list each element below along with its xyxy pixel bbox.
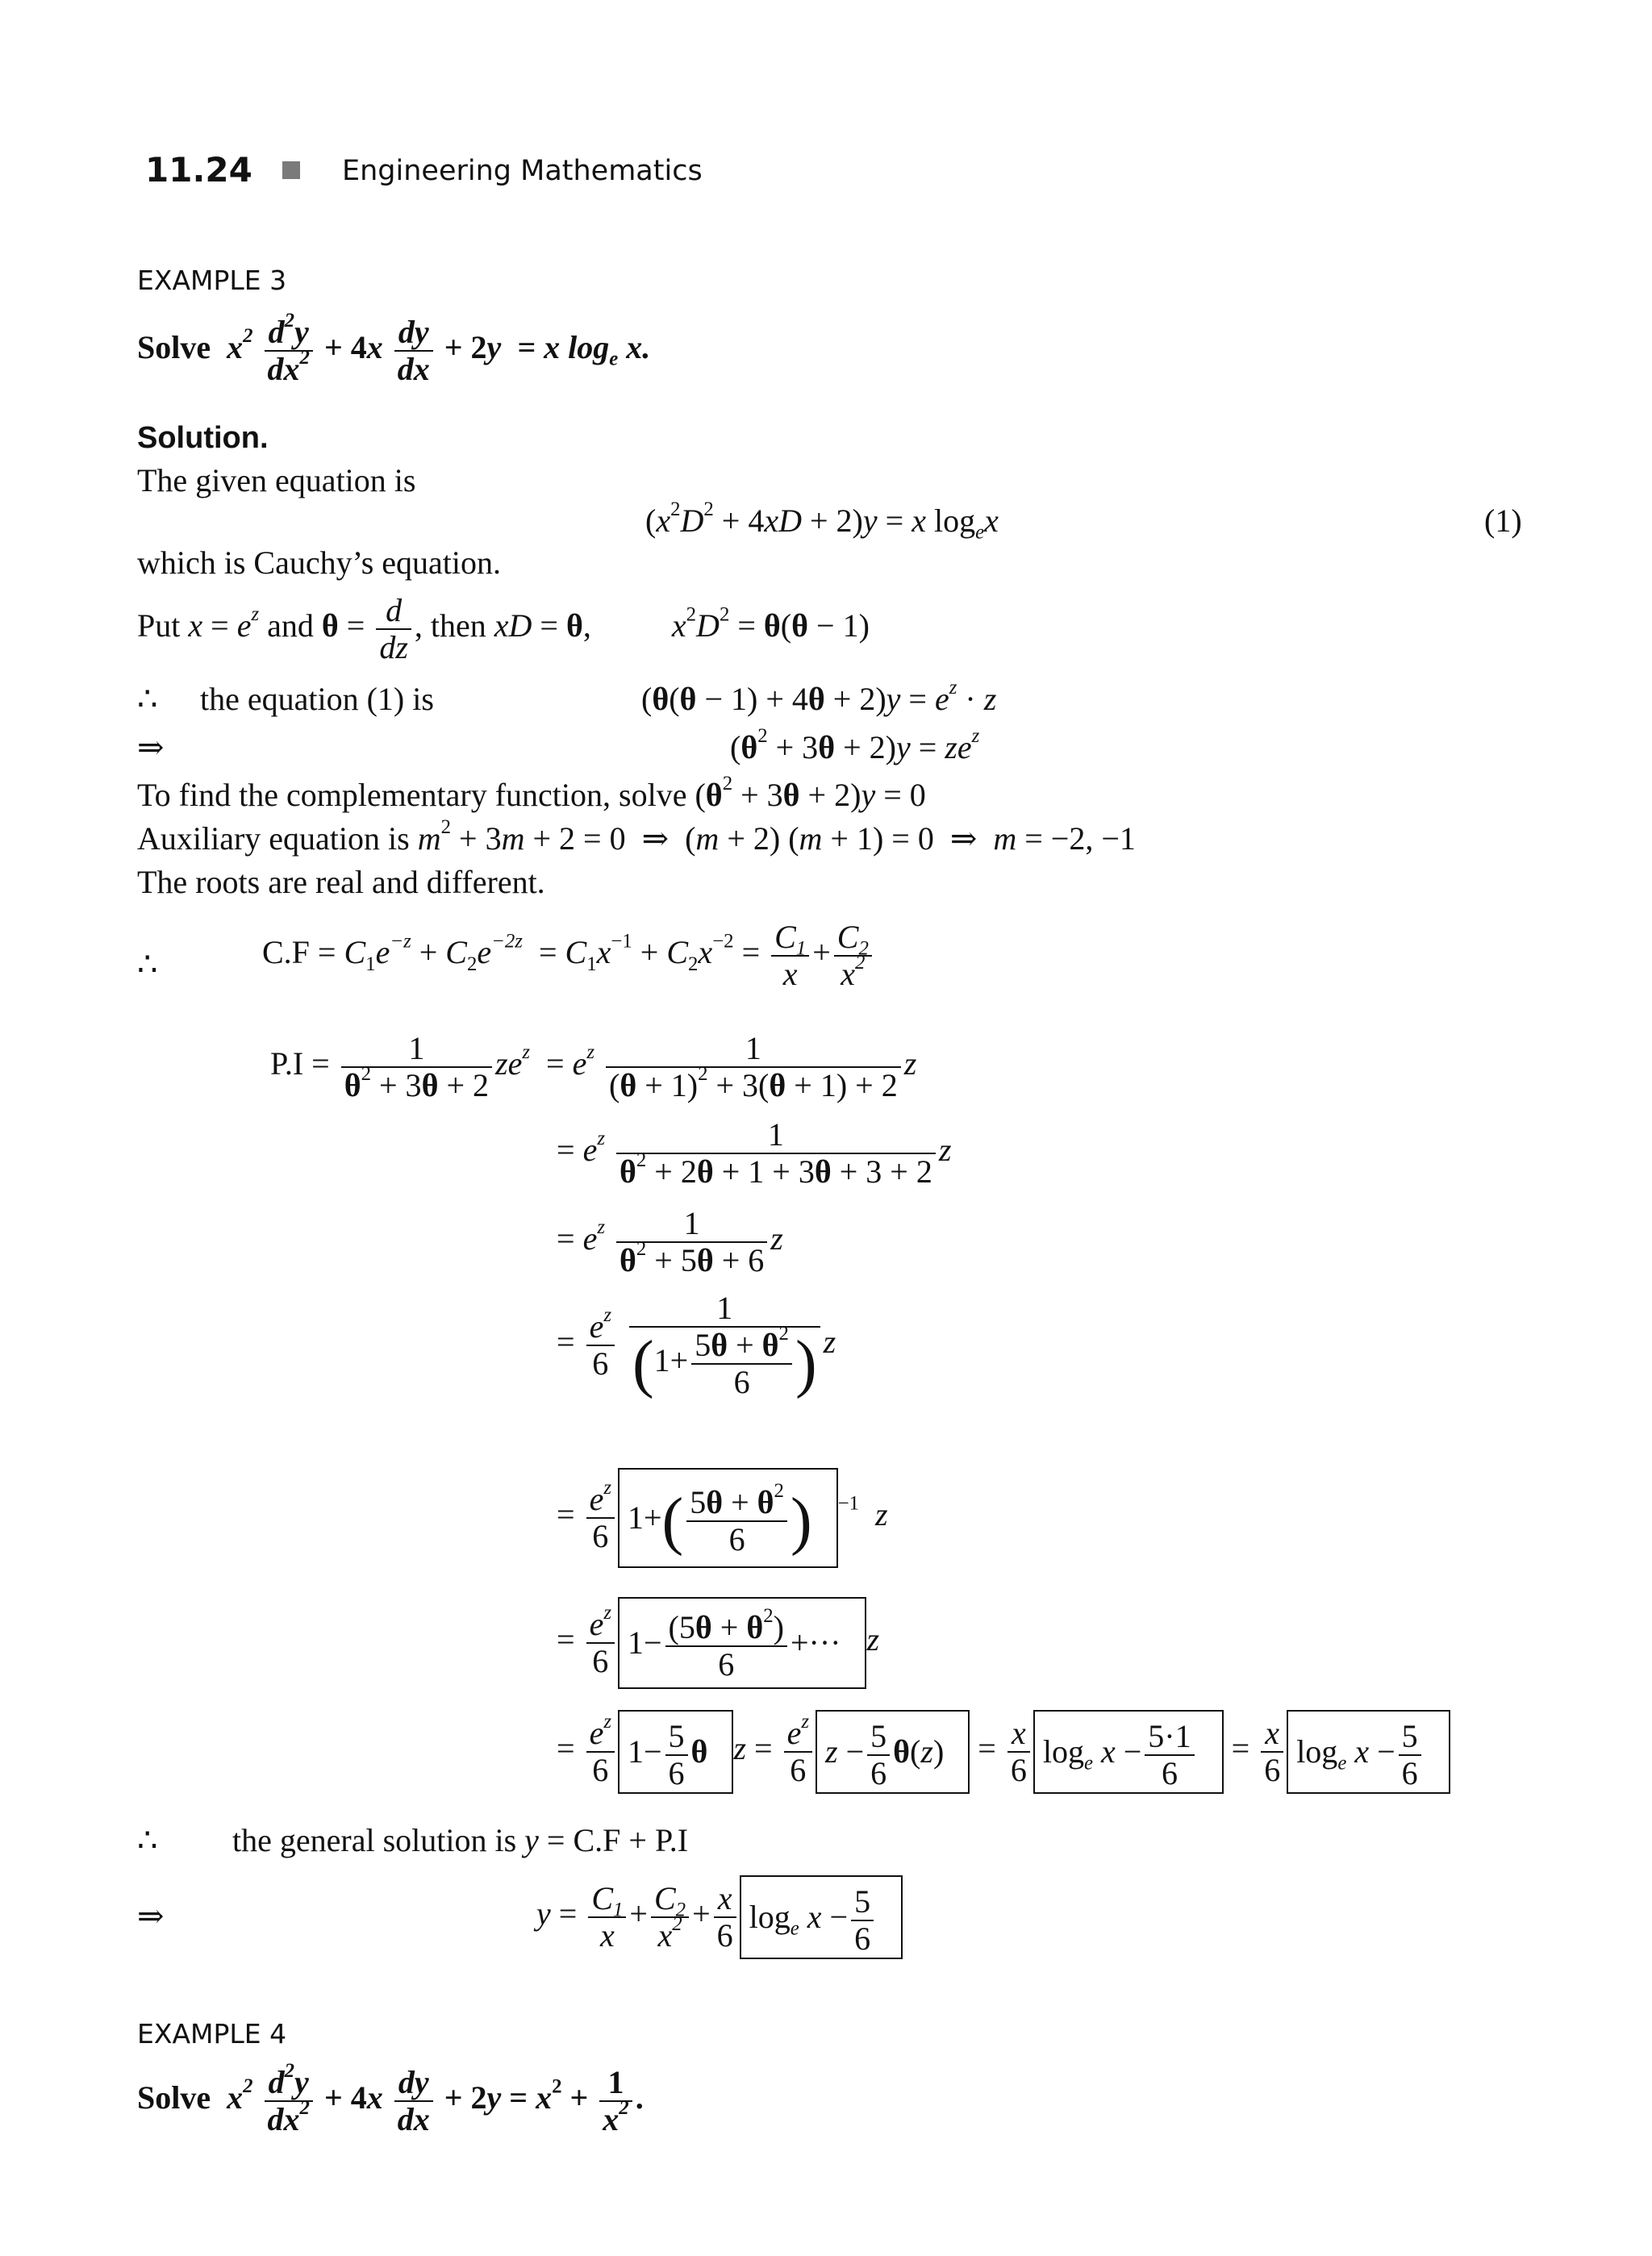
therefore-3: ∴ — [137, 1822, 158, 1858]
pi-line-5: = $\frac{e^z}{6}$ 1+( $\frac{5\theta + \theta^2}{6}$ ) $^{-1}$ z — [557, 1468, 888, 1568]
reduced-equation: $(\theta^2 + 3\theta + 2)y = ze^z$ — [730, 725, 980, 765]
example-3-label: EXAMPLE 3 — [137, 265, 287, 296]
then-word: , then — [414, 607, 486, 644]
solve-word: Solve — [137, 329, 211, 366]
auxiliary-line: Auxiliary equation is $m^2 + 3m + 2 = 0$ ⇒ (m + 2) (m + 1) = 0 ⇒ m = −2, −1 — [137, 816, 1136, 857]
aux-text: Auxiliary equation is — [137, 820, 410, 857]
implies-1: ⇒ — [137, 729, 165, 765]
dy-dx-fraction: $\frac{dy}{dx}$ — [394, 315, 433, 387]
substitution-line: Put $x = e^z$ and θ = $\frac{d}{dz}$ , then xD = θ, $x^2D^2 = \theta(\theta - 1)$ — [137, 592, 870, 665]
example-4-label: EXAMPLE 4 — [137, 2018, 287, 2050]
problem-rhs: = x log — [517, 329, 610, 366]
pi-line-4: = $\frac{e^z}{6}$ 1 (1+ $\frac{5\theta + \theta^2}{6}$ ) z — [557, 1290, 836, 1400]
equation-is-text: the equation (1) is — [200, 681, 434, 717]
and-word: and — [267, 607, 314, 644]
problem-rhs-end: x. — [618, 329, 651, 366]
roots-text: The roots are real and different. — [137, 864, 545, 900]
pi-line-7: = $\frac{e^z}{6}$ 1− $\frac{5}{6}$ θ z = $\frac{e^z}{6}$ z − $\frac{5}{6}$ θ(z) = $\frac{x}{6}$ $\log_e x$ − $\frac{5\cdot 1}{6}$ = $\frac{x}{6}$ $\log_e x$ − $\frac{5}{6}$ — [557, 1710, 1450, 1794]
cf-line: To find the complementary function, solve $(\theta^2 + 3\theta + 2)y = 0$ — [137, 773, 926, 813]
equation-1-tag: (1) — [1484, 502, 1522, 539]
cauchy-text: which is Cauchy’s equation. — [137, 544, 502, 581]
solve-word-4: Solve — [137, 2079, 211, 2116]
solution-label: Solution. — [137, 421, 269, 455]
therefore-1: ∴ — [137, 681, 158, 717]
pi-line-3: = $e^z$ $\frac{1}{\theta^2 + 5\theta + 6}$ z — [557, 1205, 783, 1278]
header-square-icon — [282, 161, 300, 179]
theta-equation: $(\theta(\theta - 1) + 4\theta + 2)y = e^z \cdot z$ — [641, 677, 997, 717]
therefore-2: ∴ — [137, 946, 158, 982]
pi-line-6: = $\frac{e^z}{6}$ 1− $\frac{(5\theta + \theta^2)}{6}$ +··· z — [557, 1597, 879, 1689]
example-3-problem: Solve $x^2$ $\frac{d^2y}{dx^2}$ + 4x $\frac{dy}{dx}$ + 2y = x $\log_e x$. — [137, 310, 651, 387]
equation-1: $(x^2D^2 + 4xD + 2)y = x$ $\log_ex$ — [645, 498, 999, 544]
cf-text: To find the complementary function, solve — [137, 777, 687, 813]
final-solution: y = $\frac{C_1}{x}$ + $\frac{C_2}{x^2}$ + $\frac{x}{6}$ $\log_e x$ − $\frac{5}{6}$ — [536, 1875, 903, 1959]
book-title: Engineering Mathematics — [342, 155, 703, 187]
d2y-dx2-fraction: $\frac{d^2y}{dx^2}$ — [265, 315, 313, 387]
page-number: 11.24 — [145, 150, 252, 190]
pi-line-2: = $e^z$ $\frac{1}{\theta^2 + 2\theta + 1 + 3\theta + 3 + 2}$ z — [557, 1116, 952, 1190]
implies-2: ⇒ — [137, 1898, 165, 1934]
cf-equation: $C.F = C_1e^{-z} + C_2e^{-2z} = C_1x^{-1} + C_2x^{-2}$ = $\frac{C_1}{x}$ + $\frac{C_2}{x^2}$ — [262, 919, 875, 992]
general-solution-line: the general solution is y = C.F + P.I — [232, 1822, 689, 1858]
pi-line-1: P.I = $\frac{1}{\theta^2 + 3\theta + 2}$ $ze^z = e^z$ $\frac{1}{(\theta + 1)^2 + 3(\theta + 1) + 2}$ z — [270, 1030, 917, 1103]
given-equation-text: The given equation is — [137, 462, 416, 498]
put-word: Put — [137, 607, 181, 644]
general-text: the general solution is — [232, 1822, 517, 1858]
example-4-problem: Solve $x^2$ $\frac{d^2y}{dx^2}$ + 4x $\frac{dy}{dx}$ + $2y = x^2$ + $\frac{1}{x^2}$ . — [137, 2060, 644, 2137]
